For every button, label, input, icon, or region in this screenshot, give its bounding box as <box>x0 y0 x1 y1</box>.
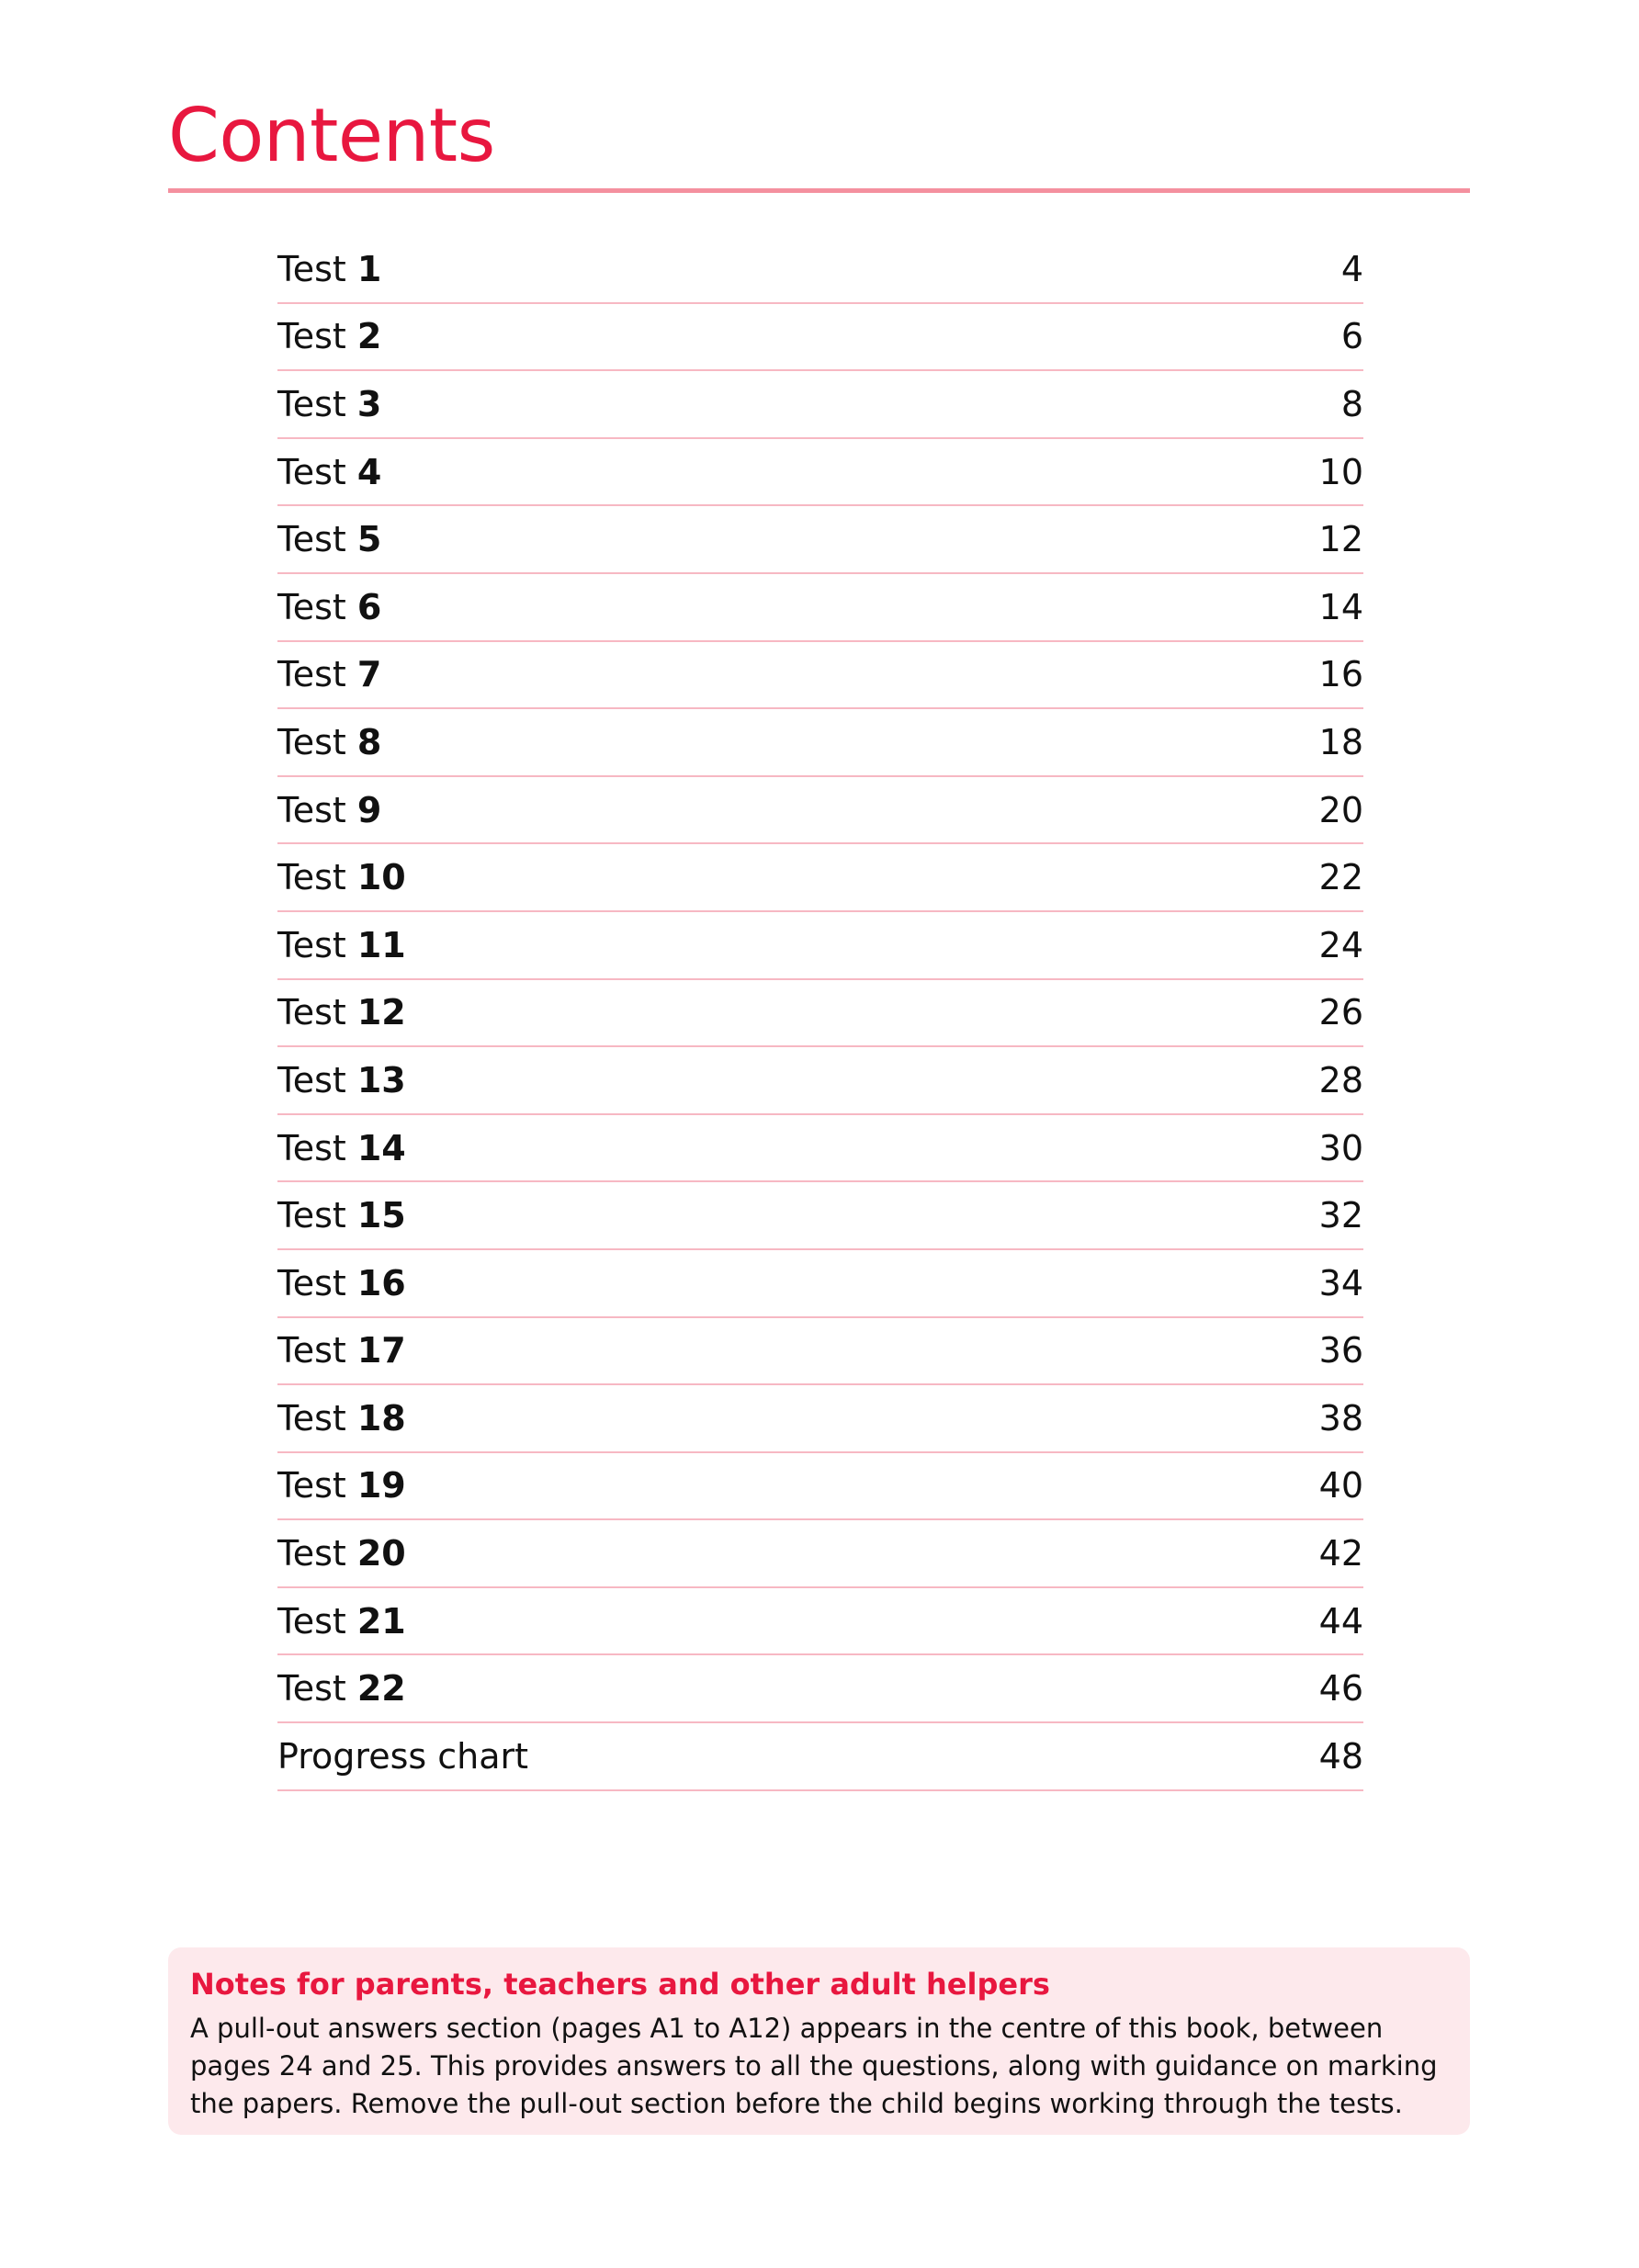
toc-row[interactable] <box>277 1250 1363 1318</box>
toc-entry-label <box>277 316 381 356</box>
toc-entry-title: Test <box>277 316 346 357</box>
toc-entry-title: Test <box>277 1668 346 1709</box>
toc-entry-label <box>277 1195 406 1236</box>
toc-page-number: 48 <box>1318 1735 1363 1777</box>
toc-page-number: 26 <box>1318 992 1363 1033</box>
toc-entry-title: Test <box>277 789 346 830</box>
toc-entry-number: 13 <box>356 1059 406 1100</box>
toc-row[interactable] <box>277 1520 1363 1588</box>
toc-entry-label <box>277 384 381 424</box>
toc-entry-number: 19 <box>356 1465 406 1506</box>
toc-entry-number: 8 <box>356 721 382 762</box>
toc-entry-number: 1 <box>356 248 382 289</box>
toc-row[interactable] <box>277 980 1363 1048</box>
toc-entry-number: 18 <box>356 1397 406 1439</box>
toc-entry-label <box>277 1128 406 1168</box>
toc-entry-number: 22 <box>356 1668 406 1709</box>
toc-page-number: 46 <box>1318 1668 1363 1709</box>
toc-entry-title: Test <box>277 248 346 289</box>
toc-entry-label <box>277 790 381 830</box>
toc-page-number: 4 <box>1340 248 1363 289</box>
toc-entry-number: 5 <box>356 519 382 560</box>
page-title: Contents <box>168 93 495 178</box>
toc-entry-title: Test <box>277 1059 346 1100</box>
toc-row[interactable] <box>277 1182 1363 1250</box>
toc-entry-label <box>277 452 381 492</box>
toc-entry-label <box>277 1668 406 1709</box>
toc-page-number: 22 <box>1318 857 1363 898</box>
toc-entry-label <box>277 1465 406 1506</box>
toc-row[interactable] <box>277 1723 1363 1791</box>
toc-entry-title: Test <box>277 1262 346 1303</box>
toc-entry-title: Test <box>277 1195 346 1236</box>
toc-page-number: 44 <box>1318 1600 1363 1642</box>
toc-row[interactable] <box>277 1588 1363 1656</box>
toc-entry-title: Test <box>277 451 346 492</box>
toc-entry-title: Test <box>277 721 346 762</box>
notes-title: Notes for parents, teachers and other adult helpers <box>190 1967 1050 2002</box>
toc-row[interactable] <box>277 912 1363 980</box>
toc-page-number: 42 <box>1318 1533 1363 1574</box>
toc-page-number: 36 <box>1318 1330 1363 1371</box>
toc-row[interactable] <box>277 506 1363 574</box>
toc-entry-title: Test <box>277 1127 346 1168</box>
toc-page-number: 6 <box>1340 316 1363 357</box>
toc-row[interactable] <box>277 371 1363 439</box>
toc-page-number: 14 <box>1318 586 1363 627</box>
toc-entry-label <box>277 1736 528 1777</box>
toc-row[interactable] <box>277 1115 1363 1183</box>
notes-body: A pull-out answers section (pages A1 to A12) appears in the centre of this book, between pages 24 and 25. This provides answers to all the questions, along with guidance on marking the papers. Remove the pull-out section before the child begins working through the tests. <box>190 2013 1438 2119</box>
toc-entry-number: 2 <box>356 316 382 357</box>
toc-entry-label <box>277 857 406 897</box>
toc-row[interactable] <box>277 844 1363 912</box>
toc-page-number: 10 <box>1318 451 1363 492</box>
toc-entry-number: 9 <box>356 789 382 830</box>
toc-page-number: 8 <box>1340 383 1363 424</box>
toc-entry-number: 20 <box>356 1533 406 1574</box>
toc-entry-label <box>277 722 381 762</box>
toc-row[interactable] <box>277 709 1363 777</box>
toc-entry-label <box>277 249 381 289</box>
toc-page-number: 34 <box>1318 1262 1363 1303</box>
toc-entry-title: Test <box>277 1465 346 1506</box>
title-divider <box>168 188 1470 193</box>
toc-row[interactable] <box>277 236 1363 304</box>
toc-entry-title: Test <box>277 992 346 1033</box>
toc-entry-label <box>277 925 406 965</box>
toc-row[interactable] <box>277 1318 1363 1386</box>
toc-entry-label <box>277 1533 406 1574</box>
toc-entry-number: 16 <box>356 1262 406 1303</box>
toc-entry-title: Test <box>277 519 346 560</box>
toc-entry-number: 7 <box>356 654 382 695</box>
toc-row[interactable] <box>277 439 1363 507</box>
toc-entry-label <box>277 587 381 627</box>
toc-entry-title: Test <box>277 924 346 965</box>
toc-page-number: 38 <box>1318 1397 1363 1439</box>
toc-entry-label <box>277 1060 406 1100</box>
toc-row[interactable] <box>277 1385 1363 1453</box>
toc-page-number: 24 <box>1318 924 1363 965</box>
toc-entry-number: 11 <box>356 924 406 965</box>
toc-entry-title: Test <box>277 1600 346 1642</box>
toc-row[interactable] <box>277 777 1363 845</box>
toc-row[interactable] <box>277 1655 1363 1723</box>
toc-entry-title: Test <box>277 586 346 627</box>
toc-entry-number: 3 <box>356 383 382 424</box>
toc-entry-label <box>277 654 381 694</box>
toc-entry-number: 17 <box>356 1330 406 1371</box>
toc-entry-label <box>277 992 406 1032</box>
toc-entry-title: Test <box>277 383 346 424</box>
toc-page-number: 40 <box>1318 1465 1363 1506</box>
toc-entry-label <box>277 1330 406 1371</box>
toc-page-number: 20 <box>1318 789 1363 830</box>
toc-entry-title: Test <box>277 857 346 898</box>
toc-page-number: 16 <box>1318 654 1363 695</box>
toc-entry-title: Test <box>277 1397 346 1439</box>
toc-page-number: 28 <box>1318 1059 1363 1100</box>
toc-entry-title: Test <box>277 1330 346 1371</box>
toc-entry-number: 10 <box>356 857 406 898</box>
toc-entry-number: 14 <box>356 1127 406 1168</box>
toc-entry-label <box>277 1398 406 1439</box>
toc-row[interactable] <box>277 304 1363 372</box>
toc-row[interactable] <box>277 1047 1363 1115</box>
toc-entry-label <box>277 1263 406 1303</box>
toc-row[interactable] <box>277 1453 1363 1521</box>
toc-entry-number: 12 <box>356 992 406 1033</box>
contents-list <box>277 236 1363 1791</box>
toc-entry-title: Test <box>277 1533 346 1574</box>
toc-row[interactable] <box>277 642 1363 710</box>
toc-entry-number: 15 <box>356 1195 406 1236</box>
toc-page-number: 32 <box>1318 1195 1363 1236</box>
toc-entry-label <box>277 1601 406 1642</box>
toc-page-number: 30 <box>1318 1127 1363 1168</box>
toc-entry-number: 4 <box>356 451 382 492</box>
toc-entry-number: 21 <box>356 1600 406 1642</box>
toc-entry-title: Progress chart <box>277 1735 529 1777</box>
toc-row[interactable] <box>277 574 1363 642</box>
notes-box <box>168 1947 1470 2135</box>
toc-page-number: 12 <box>1318 519 1363 560</box>
toc-entry-title: Test <box>277 654 346 695</box>
toc-entry-label <box>277 519 381 559</box>
toc-entry-number: 6 <box>356 586 382 627</box>
toc-page-number: 18 <box>1318 721 1363 762</box>
